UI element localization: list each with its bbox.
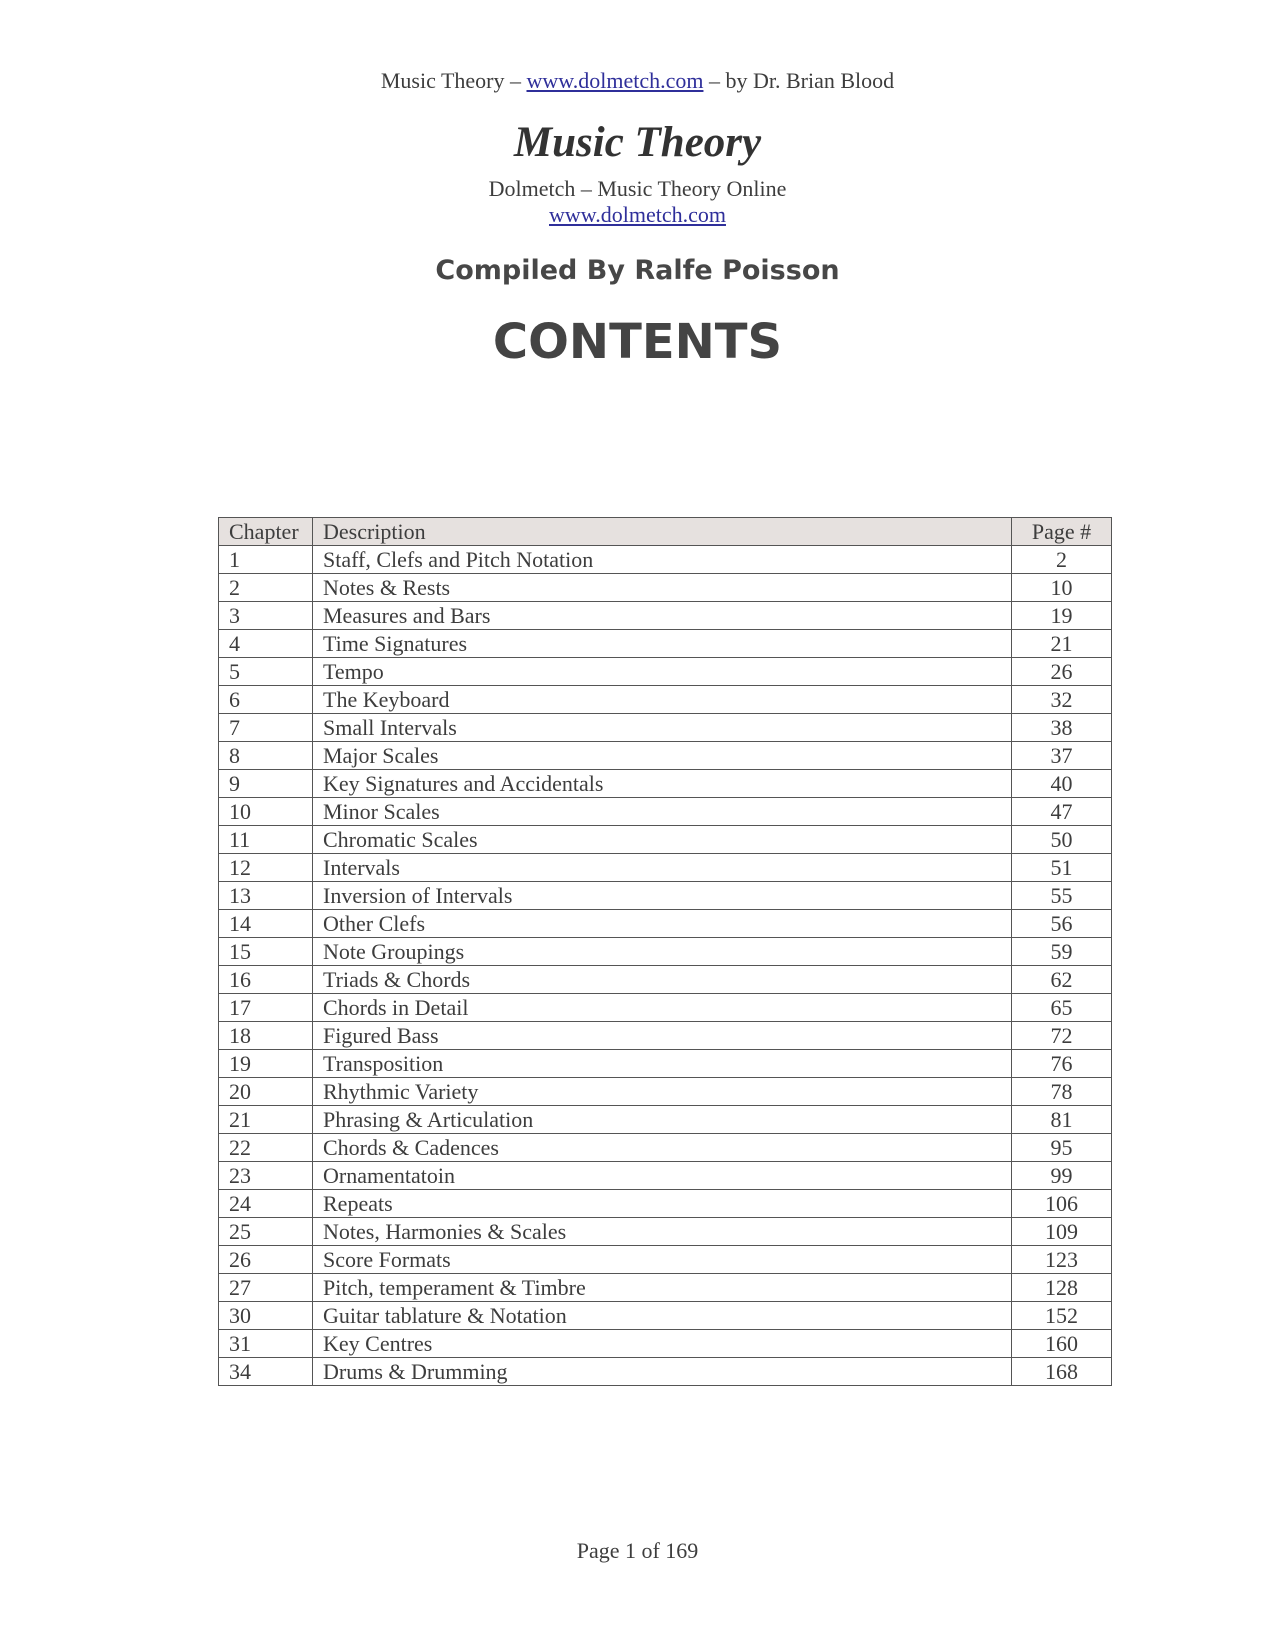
- page-number: 65: [1012, 994, 1112, 1022]
- chapter-number: 4: [219, 630, 313, 658]
- table-row: [219, 1302, 1112, 1330]
- table-row: [219, 742, 1112, 770]
- website-line: [0, 202, 1275, 228]
- page-number: 72: [1012, 1022, 1112, 1050]
- chapter-description: Notes, Harmonies & Scales: [313, 1218, 1012, 1246]
- chapter-number: 22: [219, 1134, 313, 1162]
- chapter-number: 20: [219, 1078, 313, 1106]
- chapter-description: Key Signatures and Accidentals: [313, 770, 1012, 798]
- table-row: [219, 574, 1112, 602]
- chapter-number: 27: [219, 1274, 313, 1302]
- page-number: 19: [1012, 602, 1112, 630]
- chapter-description: Staff, Clefs and Pitch Notation: [313, 546, 1012, 574]
- chapter-description: Minor Scales: [313, 798, 1012, 826]
- chapter-description: Time Signatures: [313, 630, 1012, 658]
- table-row: [219, 798, 1112, 826]
- contents-heading: CONTENTS: [492, 314, 783, 370]
- table-row: [219, 1218, 1112, 1246]
- contents-table-body: [219, 546, 1112, 1386]
- chapter-number: 7: [219, 714, 313, 742]
- chapter-description: Ornamentatoin: [313, 1162, 1012, 1190]
- page-number: 152: [1012, 1302, 1112, 1330]
- chapter-description: Chords in Detail: [313, 994, 1012, 1022]
- chapter-number: 3: [219, 602, 313, 630]
- page-number: 168: [1012, 1358, 1112, 1386]
- page-number: 59: [1012, 938, 1112, 966]
- chapter-description: Transposition: [313, 1050, 1012, 1078]
- column-header-page: Page #: [1012, 518, 1112, 546]
- page-number: 95: [1012, 1134, 1112, 1162]
- chapter-description: Repeats: [313, 1190, 1012, 1218]
- page-number: 26: [1012, 658, 1112, 686]
- table-row: [219, 1358, 1112, 1386]
- chapter-description: The Keyboard: [313, 686, 1012, 714]
- table-row: [219, 1022, 1112, 1050]
- page-number: 47: [1012, 798, 1112, 826]
- table-row: [219, 770, 1112, 798]
- page-number: 10: [1012, 574, 1112, 602]
- chapter-description: Pitch, temperament & Timbre: [313, 1274, 1012, 1302]
- header-prefix: Music Theory –: [380, 68, 527, 93]
- page-number: 81: [1012, 1106, 1112, 1134]
- chapter-description: Triads & Chords: [313, 966, 1012, 994]
- chapter-description: Major Scales: [313, 742, 1012, 770]
- chapter-description: Measures and Bars: [313, 602, 1012, 630]
- page-number: 128: [1012, 1274, 1112, 1302]
- table-row: [219, 1134, 1112, 1162]
- chapter-description: Chords & Cadences: [313, 1134, 1012, 1162]
- table-row: [219, 994, 1112, 1022]
- chapter-number: 19: [219, 1050, 313, 1078]
- chapter-number: 9: [219, 770, 313, 798]
- page-number: 99: [1012, 1162, 1112, 1190]
- chapter-description: Small Intervals: [313, 714, 1012, 742]
- table-row: [219, 546, 1112, 574]
- chapter-number: 25: [219, 1218, 313, 1246]
- page-number: 78: [1012, 1078, 1112, 1106]
- chapter-description: Phrasing & Articulation: [313, 1106, 1012, 1134]
- chapter-number: 26: [219, 1246, 313, 1274]
- chapter-number: 1: [219, 546, 313, 574]
- chapter-number: 2: [219, 574, 313, 602]
- table-row: [219, 658, 1112, 686]
- page-number: 106: [1012, 1190, 1112, 1218]
- table-row: [219, 1050, 1112, 1078]
- contents-table: [218, 517, 1112, 1386]
- chapter-description: Note Groupings: [313, 938, 1012, 966]
- page-number: 32: [1012, 686, 1112, 714]
- table-row: [219, 826, 1112, 854]
- table-row: [219, 910, 1112, 938]
- chapter-number: 34: [219, 1358, 313, 1386]
- chapter-number: 12: [219, 854, 313, 882]
- chapter-description: Guitar tablature & Notation: [313, 1302, 1012, 1330]
- page-number: 109: [1012, 1218, 1112, 1246]
- chapter-description: Key Centres: [313, 1330, 1012, 1358]
- chapter-description: Drums & Drumming: [313, 1358, 1012, 1386]
- document-subtitle: Dolmetch – Music Theory Online: [488, 176, 787, 201]
- chapter-number: 21: [219, 1106, 313, 1134]
- table-row: [219, 1246, 1112, 1274]
- page-number: 160: [1012, 1330, 1112, 1358]
- chapter-description: Figured Bass: [313, 1022, 1012, 1050]
- table-row: [219, 854, 1112, 882]
- chapter-number: 10: [219, 798, 313, 826]
- table-row: [219, 1106, 1112, 1134]
- page-number: 55: [1012, 882, 1112, 910]
- chapter-number: 16: [219, 966, 313, 994]
- chapter-number: 11: [219, 826, 313, 854]
- page-number: 21: [1012, 630, 1112, 658]
- page-number: 37: [1012, 742, 1112, 770]
- table-row: [219, 1190, 1112, 1218]
- column-header-chapter: Chapter: [219, 518, 313, 546]
- table-row: [219, 1078, 1112, 1106]
- table-row: [219, 630, 1112, 658]
- chapter-description: Inversion of Intervals: [313, 882, 1012, 910]
- chapter-description: Other Clefs: [313, 910, 1012, 938]
- column-header-description: Description: [313, 518, 1012, 546]
- website-link[interactable]: www.dolmetch.com: [549, 202, 726, 227]
- table-row: [219, 938, 1112, 966]
- chapter-number: 30: [219, 1302, 313, 1330]
- table-row: [219, 882, 1112, 910]
- chapter-description: Rhythmic Variety: [313, 1078, 1012, 1106]
- chapter-description: Tempo: [313, 658, 1012, 686]
- page-number: 62: [1012, 966, 1112, 994]
- chapter-description: Notes & Rests: [313, 574, 1012, 602]
- page-number: 76: [1012, 1050, 1112, 1078]
- chapter-description: Chromatic Scales: [313, 826, 1012, 854]
- page-header: [0, 68, 1275, 94]
- chapter-number: 8: [219, 742, 313, 770]
- chapter-description: Intervals: [313, 854, 1012, 882]
- page-number: 50: [1012, 826, 1112, 854]
- chapter-number: 15: [219, 938, 313, 966]
- table-row: [219, 686, 1112, 714]
- chapter-number: 18: [219, 1022, 313, 1050]
- chapter-number: 31: [219, 1330, 313, 1358]
- header-suffix: – by Dr. Brian Blood: [703, 68, 895, 93]
- chapter-number: 24: [219, 1190, 313, 1218]
- table-header-row: [219, 518, 1112, 546]
- chapter-number: 14: [219, 910, 313, 938]
- page-footer: Page 1 of 169: [576, 1538, 699, 1563]
- page-number: 123: [1012, 1246, 1112, 1274]
- chapter-description: Score Formats: [313, 1246, 1012, 1274]
- document-title: Music Theory: [513, 119, 762, 166]
- page-number: 51: [1012, 854, 1112, 882]
- chapter-number: 13: [219, 882, 313, 910]
- compiled-by: Compiled By Ralfe Poisson: [435, 255, 840, 286]
- chapter-number: 5: [219, 658, 313, 686]
- page-number: 2: [1012, 546, 1112, 574]
- chapter-number: 6: [219, 686, 313, 714]
- table-row: [219, 1274, 1112, 1302]
- header-website-link[interactable]: www.dolmetch.com: [526, 68, 704, 93]
- page-number: 40: [1012, 770, 1112, 798]
- page-number: 38: [1012, 714, 1112, 742]
- table-row: [219, 1162, 1112, 1190]
- table-row: [219, 714, 1112, 742]
- chapter-number: 17: [219, 994, 313, 1022]
- table-row: [219, 966, 1112, 994]
- table-row: [219, 1330, 1112, 1358]
- table-row: [219, 602, 1112, 630]
- chapter-number: 23: [219, 1162, 313, 1190]
- page-number: 56: [1012, 910, 1112, 938]
